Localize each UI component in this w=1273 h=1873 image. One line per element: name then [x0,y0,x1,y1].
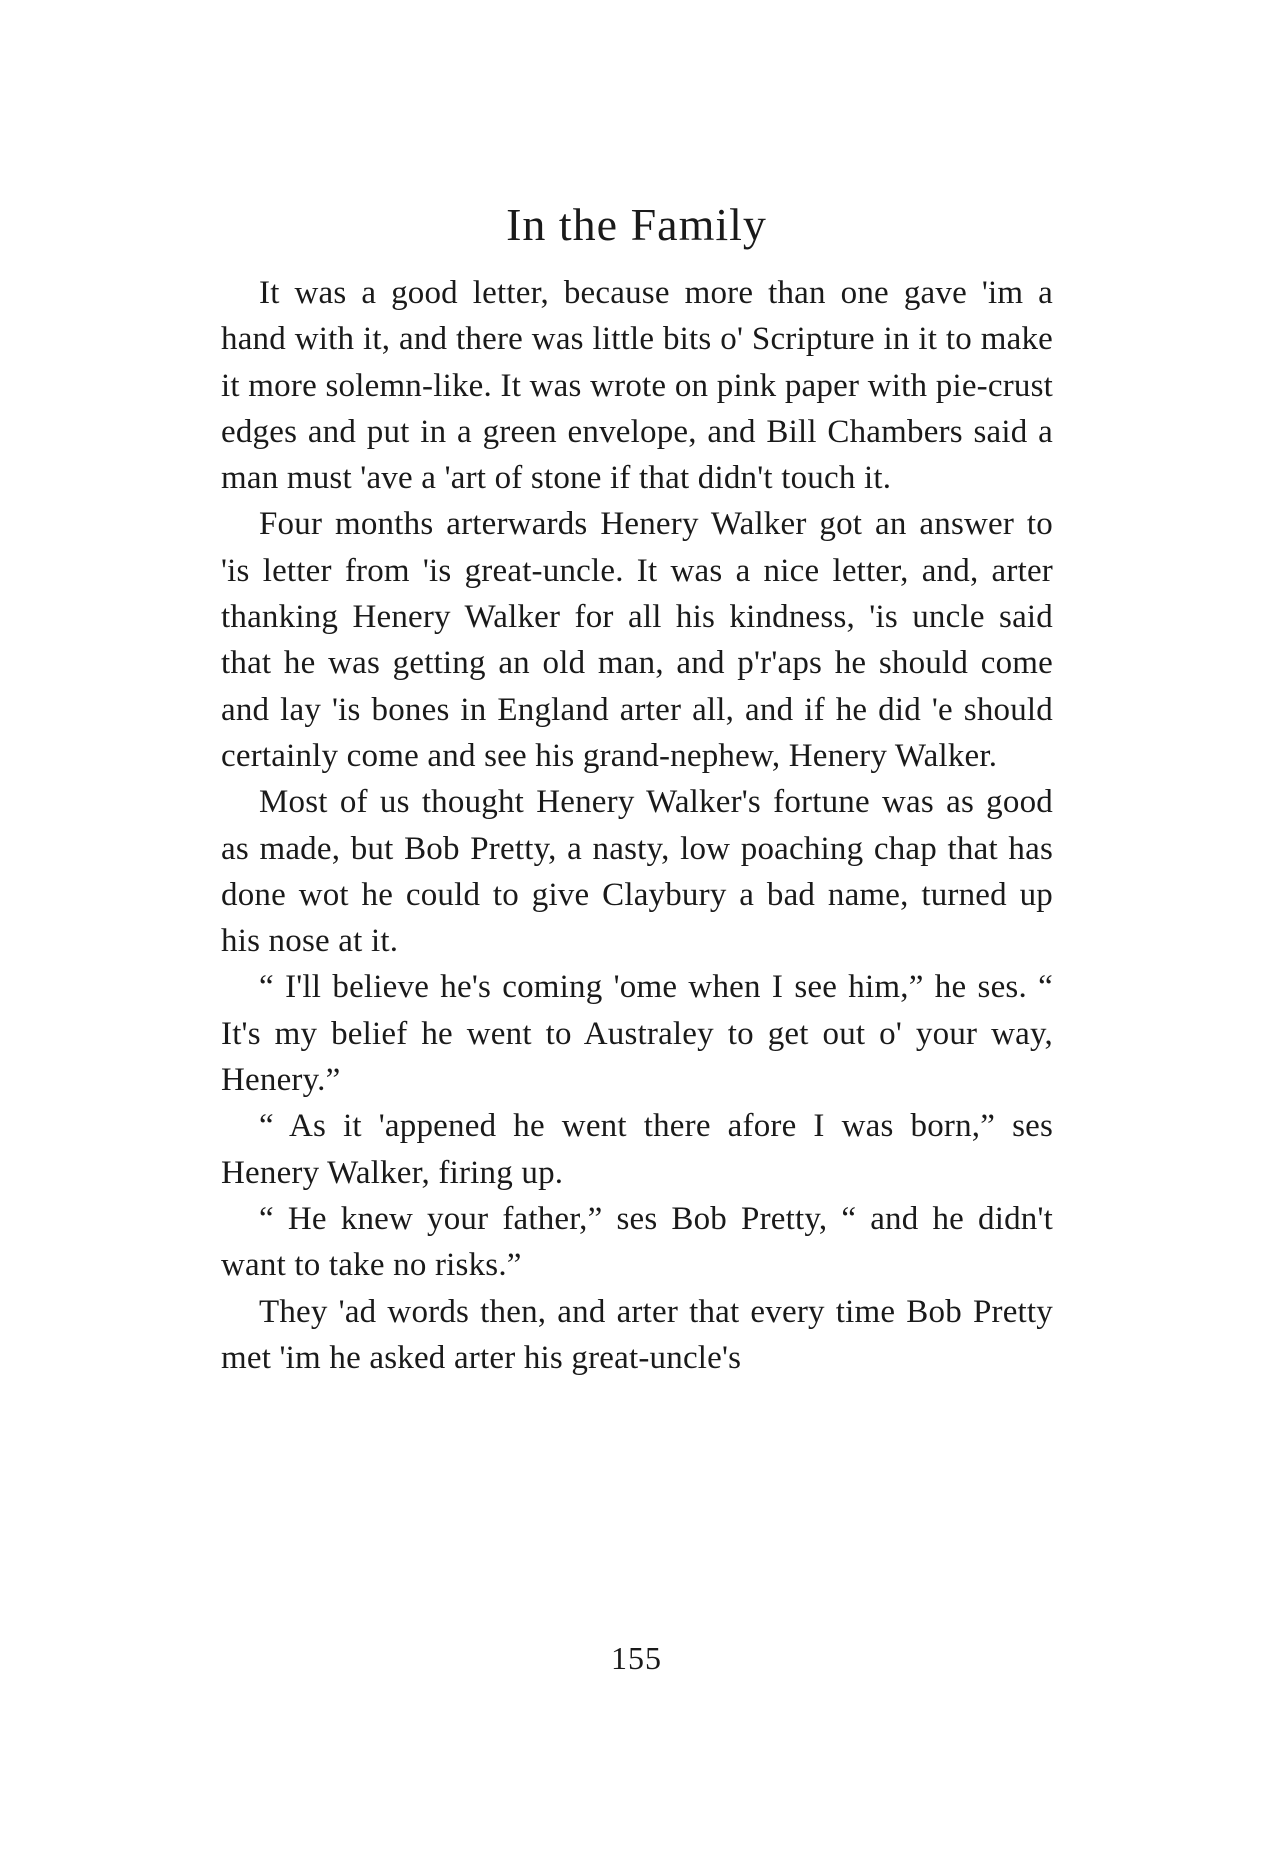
paragraph: “ As it 'appened he went there afore I was born,” ses Henery Walker, firing up. [221,1108,1053,1191]
paragraph: They 'ad words then, and arter that every time Bob Pretty met 'im he asked arter his great-uncle's [221,1293,1053,1376]
page-number: 155 [611,1640,662,1676]
paragraph: “ He knew your father,” ses Bob Pretty, “ and he didn't want to take no risks.” [221,1200,1053,1284]
paragraph: It was a good letter, because more than one gave 'im a hand with it, and there was little bits o' Scripture in it to make it more solemn-like. It was wrote on pink paper with pie-crust edges and put in a green envelope, and Bill Chambers said a man must 'ave a 'art of stone if that didn't touch it. [221,275,1053,497]
paragraph: “ I'll believe he's coming 'ome when I see him,” he ses. “ It's my belief he went to Australey to get out o' your way, Henery.” [221,969,1053,1099]
paragraph: Four months arterwards Henery Walker got an answer to 'is letter from 'is great-uncle. It was a nice letter, and, arter thanking Henery Walker for all his kindness, 'is uncle said that he was getting an old man, and p'r'aps he should come and lay 'is bones in England arter all, and if he did 'e should certainly come and see his grand-nephew, Henery Walker. [221,506,1053,774]
running-title: In the Family [506,199,767,250]
body-text [221,270,1053,1381]
paragraph: Most of us thought Henery Walker's fortune was as good as made, but Bob Pretty, a nasty, low poaching chap that has done wot he could to give Claybury a bad name, turned up his nose at it. [221,784,1053,960]
